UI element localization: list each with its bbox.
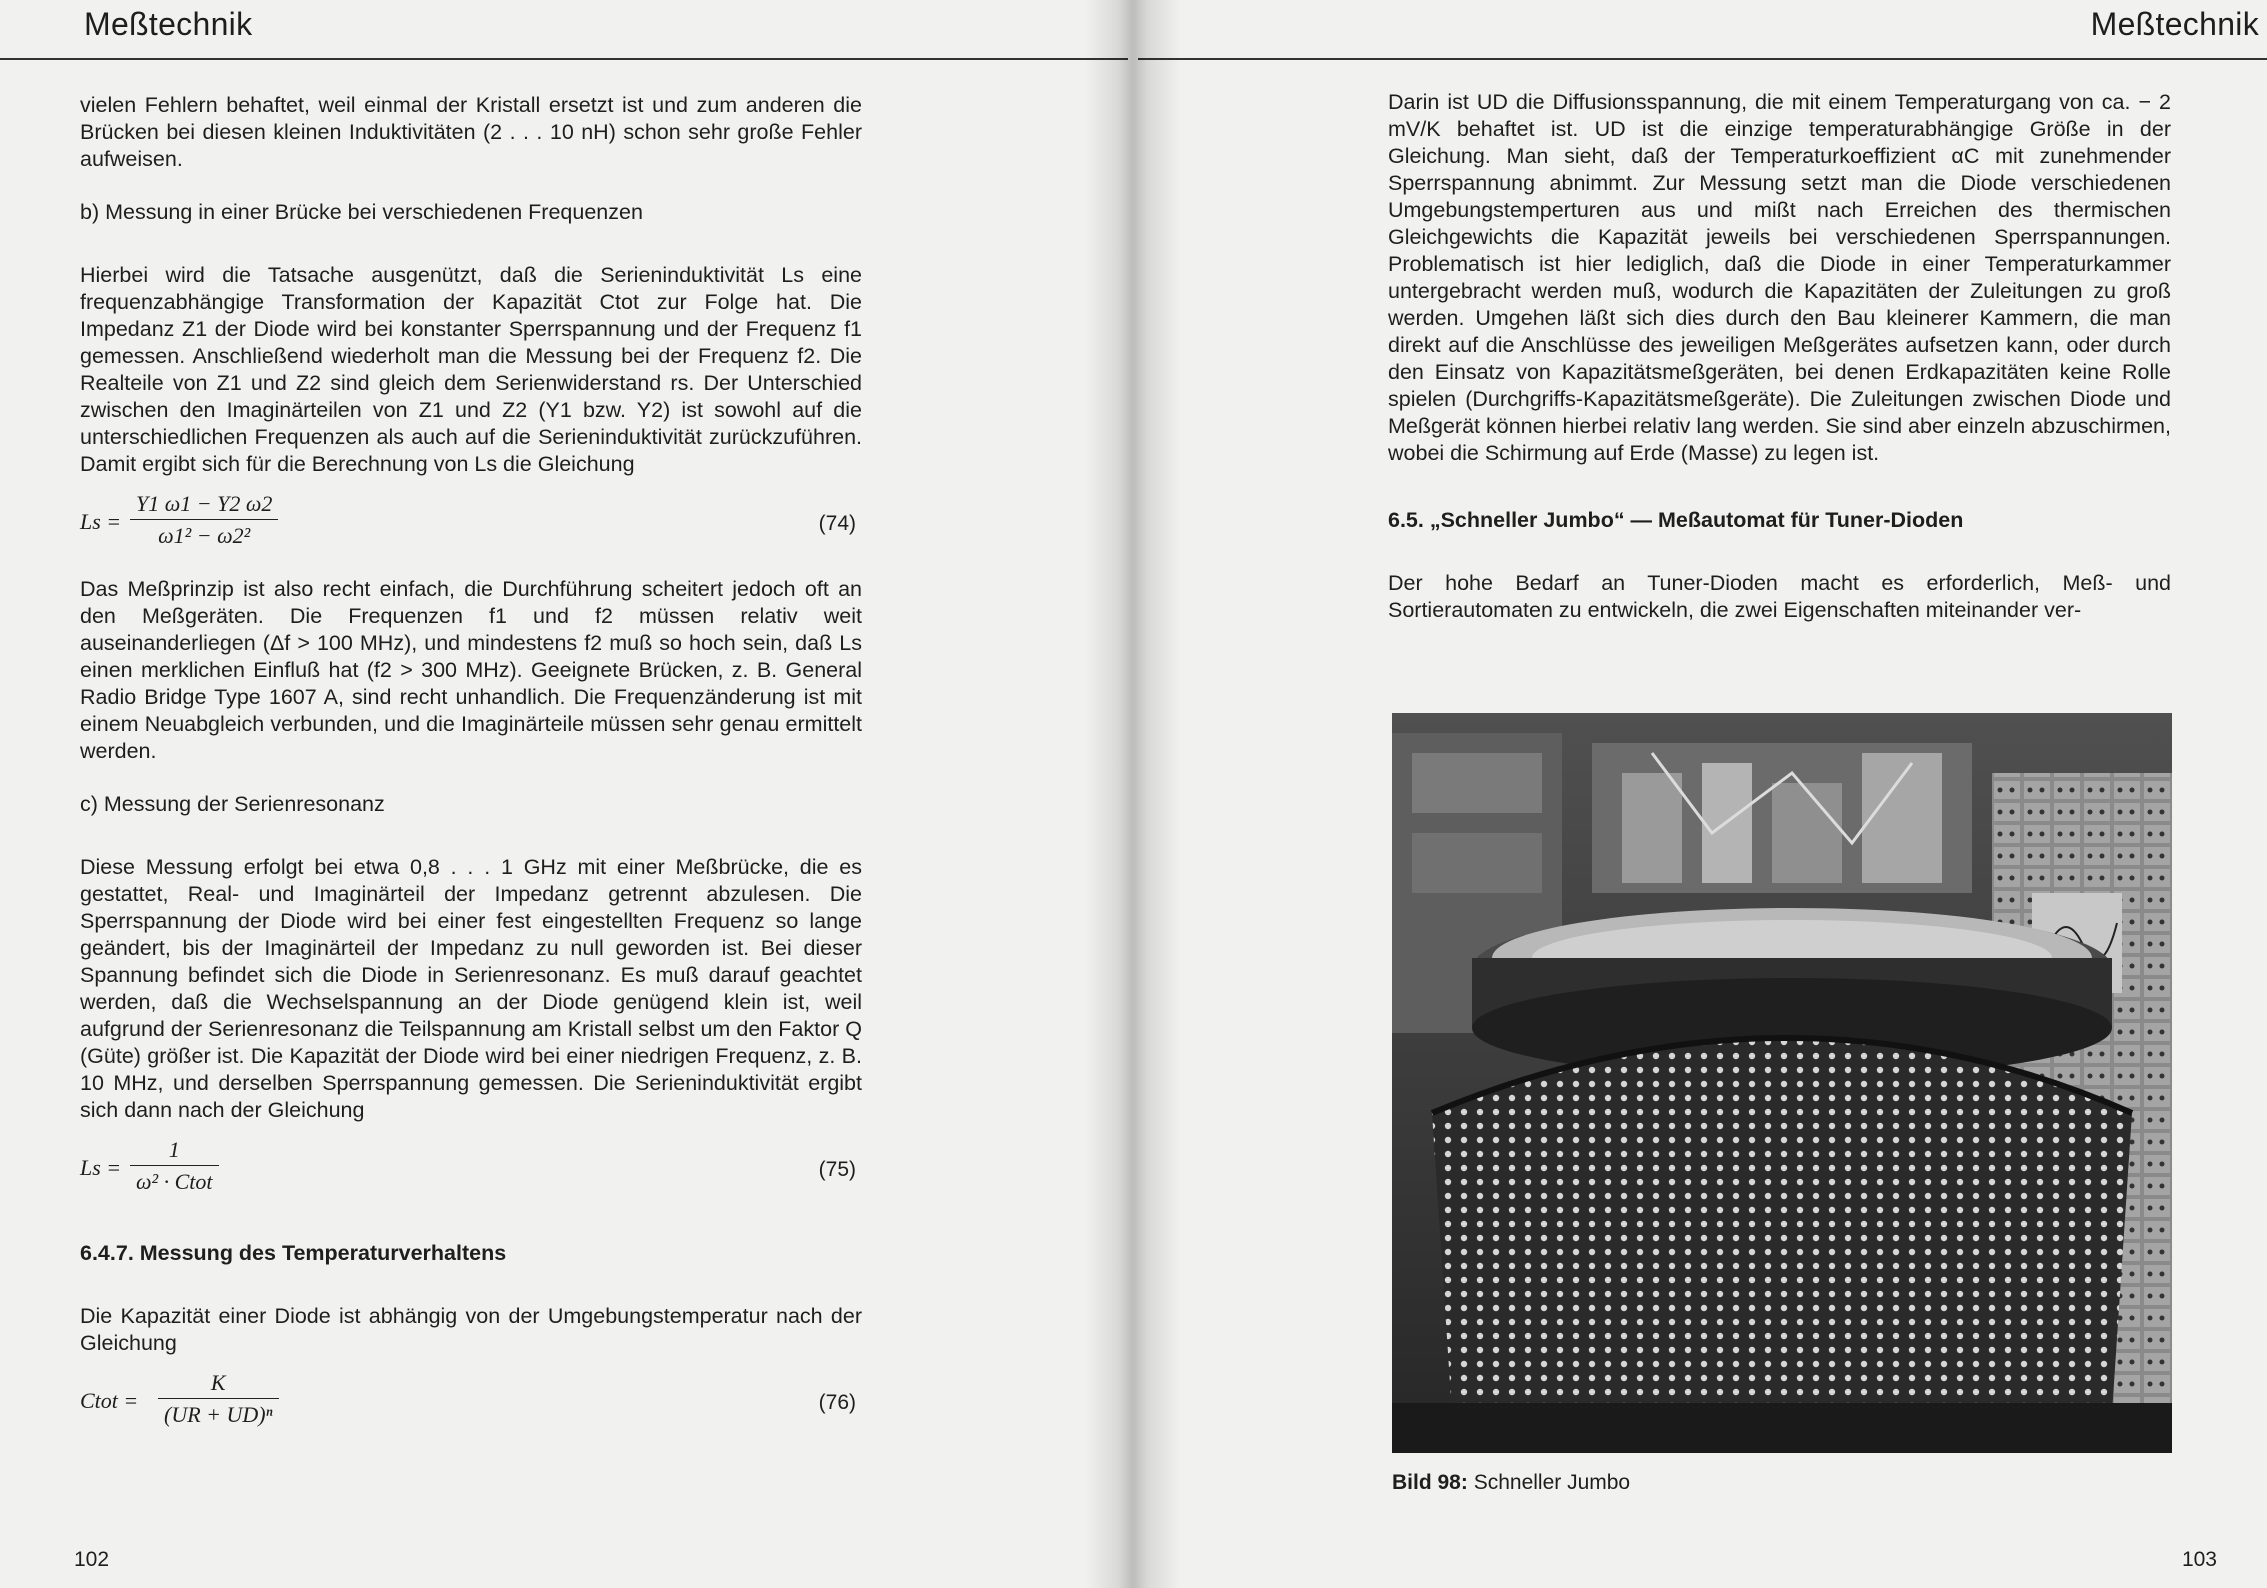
equation-74 — [80, 490, 862, 554]
paragraph-65: Der hohe Bedarf an Tuner-Dioden macht es erforderlich, Meß- und Sortierautomaten zu entwickeln, die zwei Eigenschaften miteinander ver- — [1388, 571, 2171, 622]
paragraph-temperature: Darin ist UD die Diffusionsspannung, die mit einem Temperaturgang von ca. − 2 mV/K behaftet ist. UD ist die einzige temperaturabhängige Größe in der Gleichung. Man sieht, daß der Temperaturkoeffizient αC mit zunehmender Sperrspannung abnimmt. Zur Messung setzt man die Diode verschiedenen Umgebungstemperturen aus und mißt nach Erreichen des thermischen Gleichgewichts die Kapazität jeweils bei verschiedenen Sperrspannungen. Problematisch ist hier lediglich, daß die Diode in einer Temperaturkammer untergebracht werden muß, wodurch die Kapazitäten der Zuleitungen zu groß werden. Umgehen läßt sich dies durch den Bau kleinerer Kammern, die man direkt auf die Anschlüsse des jeweiligen Meßgerätes aufsetzen kann, oder durch den Einsatz von Kapazitätsmeßgeräten, bei denen Erdkapazitäten keine Rolle spielen (Durchgriffs-Kapazitätsmeßgeräte). Die Zuleitungen zwischen Diode und Meßgerät können hierbei relativ lang werden. Sie sind aber einzeln abzuschirmen, wobei die Schirmung auf Erde (Masse) zu legen ist. — [1388, 90, 2171, 465]
right-page — [1128, 0, 2267, 1588]
right-text-column — [1388, 89, 2171, 624]
equation-76-numerator: K — [210, 1370, 226, 1395]
equation-75-fraction — [130, 1136, 219, 1195]
fraction-bar — [158, 1398, 279, 1399]
header-rule-left — [0, 58, 1128, 60]
equation-76 — [80, 1369, 862, 1433]
paragraph-intro: vielen Fehlern behaftet, weil einmal der Kristall ersetzt ist und zum anderen die Brücken bei diesen kleinen Induktivitäten (2 . . . 10 nH) schon sehr große Fehler aufweisen. — [80, 93, 862, 171]
page-number-right: 103 — [2181, 1548, 2217, 1571]
equation-75-number: (75) — [818, 1158, 856, 1181]
photo-illustration — [1392, 713, 2172, 1453]
equation-75-numerator: 1 — [168, 1137, 180, 1162]
paragraph-b: Hierbei wird die Tatsache ausgenützt, daß die Serieninduktivität Ls eine frequenzabhängige Transformation der Kapazität Ctot zur Folge hat. Die Impedanz Z1 der Diode wird bei konstanter Sperrspannung und der Frequenz f1 gemessen. Anschließend wiederholt man die Messung bei der Frequenz f2. Die Realteile von Z1 und Z2 sind gleich dem Serienwiderstand rs. Der Unterschied zwischen den Imaginärteilen von Z1 und Z2 (Y1 bzw. Y2) ist sowohl auf die unterschiedlichen Frequenzen als auch auf die Serieninduktivität zurückzuführen. Damit ergibt sich für die Berechnung von Ls die Gleichung — [80, 263, 862, 476]
section-heading-647: 6.4.7. Messung des Temperaturverhaltens — [80, 1241, 507, 1265]
fraction-bar — [130, 1165, 219, 1166]
left-page — [0, 0, 1128, 1588]
equation-74-numerator: Y1 ω1 − Y2 ω2 — [136, 491, 273, 516]
caption-text: Schneller Jumbo — [1473, 1471, 1631, 1494]
paragraph-b2: Das Meßprinzip ist also recht einfach, die Durchführung scheitert jedoch oft an den Meßgeräten. Die Frequenzen f1 und f2 müssen relativ weit auseinanderliegen (Δf > 100 MHz), und mindestens f2 muß so hoch sein, daß Ls einen merklichen Einfluß hat (f2 > 300 MHz). Geeignete Brücken, z. B. General Radio Bridge Type 1607 A, sind recht unhandlich. Die Frequenzänderung ist mit einem Neuabgleich verbunden, und die Imaginärteile müssen sehr genau ermittelt werden. — [80, 577, 862, 763]
paragraph-647: Die Kapazität einer Diode ist abhängig von der Umgebungstemperatur nach der Gleichung — [80, 1304, 862, 1355]
header-rule-right — [1138, 58, 2267, 60]
photo-caption — [1392, 1471, 1630, 1495]
page-number-left: 102 — [74, 1548, 110, 1571]
equation-76-fraction — [158, 1369, 279, 1428]
machine-photo — [1392, 713, 2172, 1453]
subheading-c: c) Messung der Serienresonanz — [80, 792, 385, 816]
caption-label: Bild 98: — [1392, 1471, 1468, 1494]
paragraph-c: Diese Messung erfolgt bei etwa 0,8 . . . 1 GHz mit einer Meßbrücke, die es gestattet, Real- und Imaginärteil der Impedanz getrennt abzulesen. Die Sperrspannung der Diode wird bei einer fest eingestellten Frequenz so lange geändert, bis der Imaginärteil der Impedanz zu null geworden ist. Bei dieser Spannung befindet sich die Diode in Serienresonanz. Es muß darauf geachtet werden, daß die Wechselspannung an der Diode genügend klein ist, weil aufgrund der Serienresonanz die Teilspannung am Kristall selbst um den Faktor Q (Güte) größer ist. Die Kapazität der Diode wird bei einer niedrigen Frequenz, z. B. 10 MHz, und derselben Sperrspannung gemessen. Die Serieninduktivität ergibt sich dann nach der Gleichung — [80, 855, 862, 1122]
left-text-column — [80, 92, 862, 1433]
running-head-right: Meßtechnik — [2090, 6, 2259, 42]
equation-75-denominator: ω² · Ctot — [136, 1169, 213, 1194]
equation-75 — [80, 1136, 862, 1200]
section-heading-65: 6.5. „Schneller Jumbo“ — Meßautomat für Tuner-Dioden — [1388, 508, 1964, 532]
equation-76-lhs: Ctot = — [80, 1388, 139, 1413]
equation-76-denominator: (UR + UD)ⁿ — [164, 1402, 273, 1427]
equation-75-lhs: Ls = — [80, 1155, 122, 1180]
equation-74-number: (74) — [818, 512, 856, 535]
equation-74-fraction — [130, 490, 278, 549]
equation-76-number: (76) — [818, 1391, 856, 1414]
equation-74-denominator: ω1² − ω2² — [158, 523, 251, 548]
subheading-b: b) Messung in einer Brücke bei verschiedenen Frequenzen — [80, 200, 643, 224]
equation-74-lhs: Ls = — [80, 509, 122, 534]
fraction-bar — [130, 519, 278, 520]
running-head-left: Meßtechnik — [84, 6, 253, 42]
